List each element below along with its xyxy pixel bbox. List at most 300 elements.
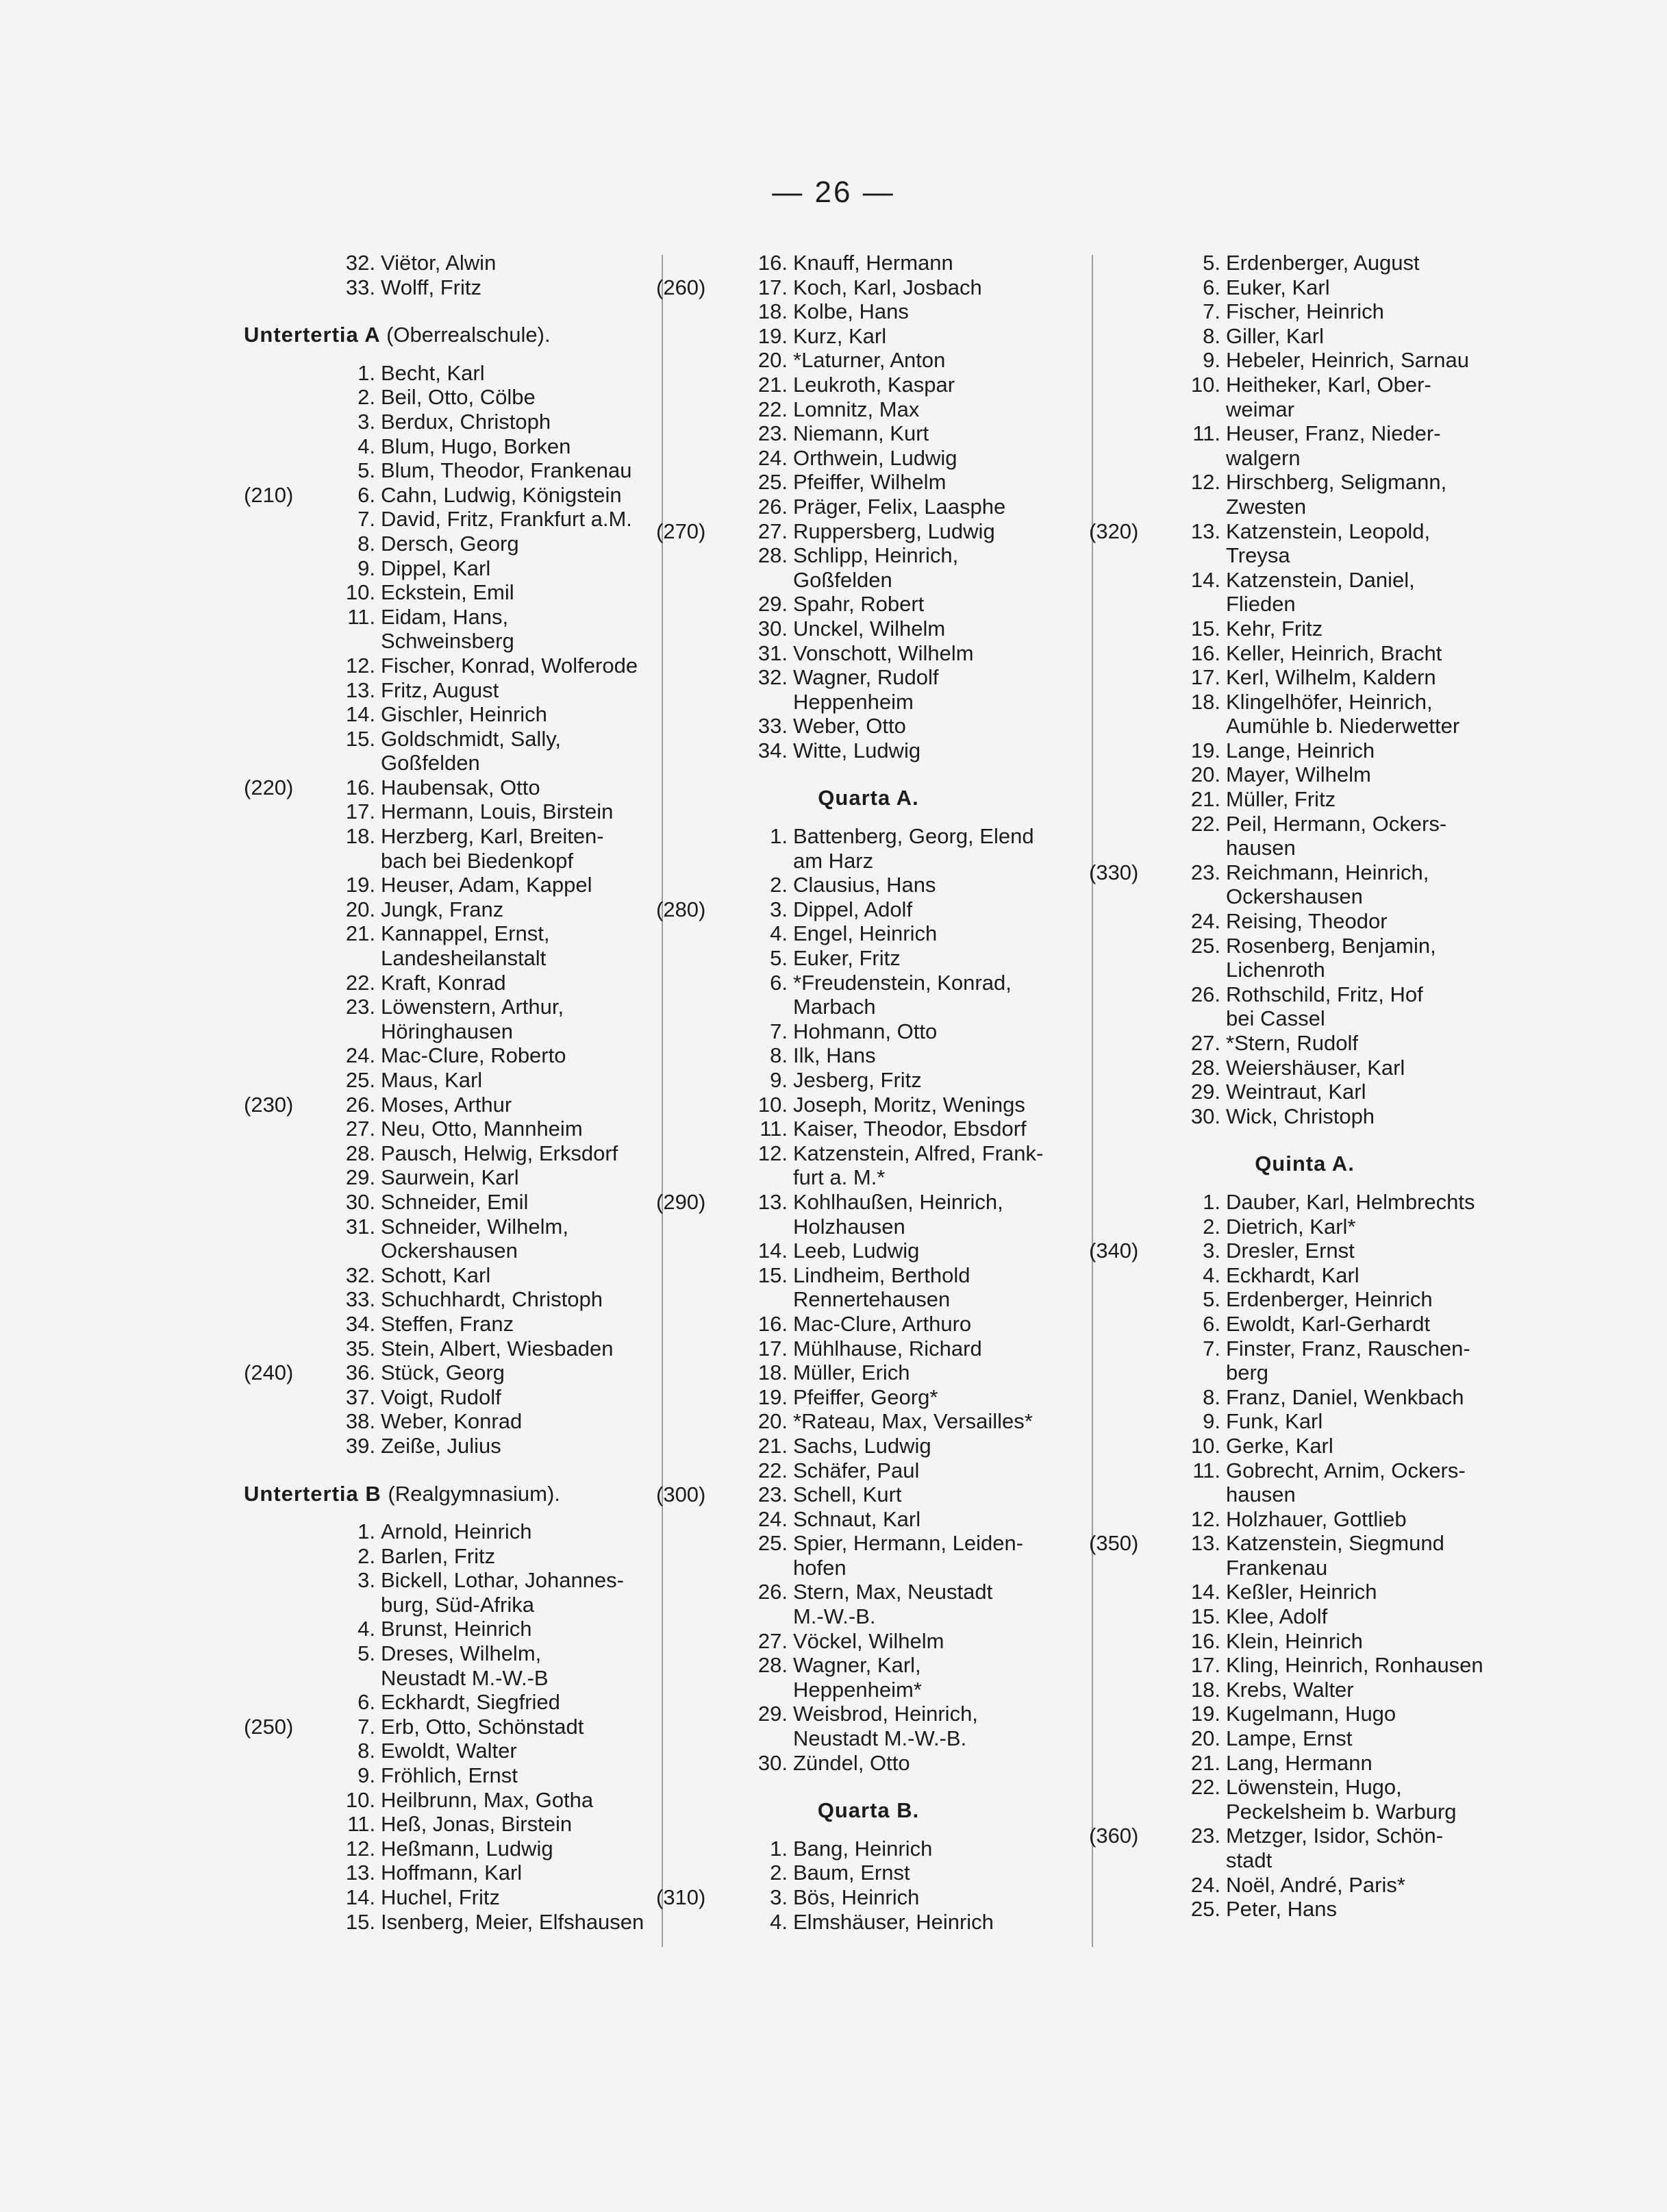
list-item [656,495,1081,519]
section-heading [244,1482,662,1506]
entry-number: 24. [345,1043,375,1068]
list-item [1089,1507,1520,1532]
entry-name: Joseph, Moritz, Wenings [793,1092,1025,1117]
list-item [1089,812,1520,860]
entry-continuation: walgern [1226,445,1301,470]
entry-name: Wagner, Rudolf [793,665,939,690]
entry-name: Viëtor, Alwin [381,251,497,275]
list-item [244,385,662,410]
entry-name: Dreses, Wilhelm, [381,1641,542,1666]
list-item [656,543,1081,592]
list-item [1089,251,1520,275]
list-item [656,1837,1081,1861]
entry-number: 5. [770,946,788,971]
entry-name: Löwenstern, Arthur, [381,995,564,1019]
entry-name: Krebs, Walter [1226,1677,1354,1702]
list-item [244,1385,662,1410]
entry-name: Zeiße, Julius [381,1433,501,1458]
entry-number: 2. [770,1861,788,1885]
entry-number: 25. [757,1531,788,1556]
list-item [1089,1056,1520,1080]
entry-number: 28. [1190,1055,1220,1080]
list-item [1089,641,1520,666]
entry-number: 15. [757,1263,788,1287]
entry-number: 29. [757,1702,788,1726]
entry-continuation: Holzhausen [793,1214,905,1239]
list-item [656,1653,1081,1702]
list-item [1089,1702,1520,1726]
entry-name: Mühlhause, Richard [793,1336,982,1360]
list-item [244,1165,662,1190]
section-title: Untertertia A [244,323,380,347]
entry-number: 15. [345,726,375,751]
entry-name: Löwenstein, Hugo, [1226,1775,1402,1800]
list-item [656,421,1081,446]
entry-continuation: Neustadt M.-W.-B. [793,1726,967,1751]
entry-number: 14. [757,1239,788,1263]
list-item [244,654,662,678]
section-subtitle: (Realgymnasium). [388,1481,560,1506]
list-item [1089,1824,1520,1872]
entry-name: Brunst, Heinrich [381,1617,532,1641]
entry-name: Niemann, Kurt [793,421,929,446]
entry-number: 11. [347,1812,375,1837]
entry-name: Eidam, Hans, [381,604,509,629]
entry-number: 1. [770,824,788,849]
list-item [656,897,1081,922]
entry-number: 23. [1190,860,1220,884]
entry-number: 21. [345,921,375,946]
entry-name: Kling, Heinrich, Ronhausen [1226,1653,1483,1678]
list-item [1089,617,1520,641]
entry-name: Erb, Otto, Schönstadt [381,1714,584,1739]
entry-number: 5. [1203,1287,1220,1312]
entry-name: Schuchhardt, Christoph [381,1287,603,1312]
entry-number: 12. [1190,470,1220,495]
entry-name: Mac-Clure, Roberto [381,1043,566,1068]
list-item [1089,421,1520,470]
entry-name: Heitheker, Karl, Ober- [1226,372,1431,397]
entry-number: 20. [757,348,788,373]
list-item [244,275,662,300]
entry-number: 26. [757,494,788,519]
entry-name: Blum, Hugo, Borken [381,434,571,458]
list-item [1089,1604,1520,1629]
list-item [656,617,1081,641]
entry-name: Mac-Clure, Arthuro [793,1311,972,1336]
entry-number: 39. [345,1433,375,1458]
entry-number: 36. [345,1360,375,1385]
entry-number: 19. [757,323,788,348]
entry-name: Müller, Fritz [1226,787,1336,812]
entry-name: Witte, Ludwig [793,738,921,762]
entry-number: 35. [345,1336,375,1360]
entry-name: Baum, Ernst [793,1861,910,1885]
entry-name: Hermann, Louis, Birstein [381,799,614,824]
list-item [244,1715,662,1739]
list-item [1089,665,1520,690]
entry-number: 14. [345,1885,375,1909]
entry-number: 2. [358,385,375,410]
list-item [244,483,662,508]
entry-continuation: Frankenau [1226,1555,1328,1580]
list-item [244,1312,662,1337]
list-item [656,1263,1081,1312]
entry-continuation: Peckelsheim b. Warburg [1226,1799,1457,1824]
list-item [244,1788,662,1813]
list-item [1089,1215,1520,1239]
list-item [244,1434,662,1458]
entry-name: *Rateau, Max, Versailles* [793,1409,1033,1434]
list-item [1089,275,1520,300]
entry-number: 16. [757,1311,788,1336]
list-item [1089,1629,1520,1654]
list-item [656,1360,1081,1385]
entry-number: 9. [1203,1409,1220,1434]
entry-name: Sachs, Ludwig [793,1433,931,1458]
list-item [1089,909,1520,934]
entry-name: Erdenberger, August [1226,251,1420,275]
entry-name: Fritz, August [381,678,499,702]
list-item [244,1837,662,1861]
list-item [1089,1897,1520,1922]
entry-name: Dietrich, Karl* [1226,1214,1356,1239]
entry-name: Schlipp, Heinrich, [793,543,959,568]
list-item [244,361,662,386]
entry-name: Schäfer, Paul [793,1458,920,1482]
entry-number: 26. [757,1580,788,1604]
entry-number: 28. [757,1653,788,1678]
entry-continuation: berg [1226,1360,1269,1385]
entry-number: 25. [1190,1897,1220,1922]
running-count: (350) [1089,1531,1139,1556]
list-item [656,946,1081,971]
entry-name: Dersch, Georg [381,531,519,556]
list-item [244,1215,662,1263]
list-item [1089,1312,1520,1337]
running-count: (310) [656,1885,706,1909]
entry-number: 18. [345,824,375,849]
entry-name: Heuser, Adam, Kappel [381,873,592,897]
entry-name: Schneider, Wilhelm, [381,1214,568,1239]
list-item [244,1641,662,1690]
list-item [244,1568,662,1617]
entry-name: Klein, Heinrich [1226,1628,1363,1653]
entry-name: Weber, Konrad [381,1409,523,1434]
entry-name: Weiershäuser, Karl [1226,1055,1405,1080]
list-item [1089,982,1520,1031]
list-item [1089,738,1520,763]
entry-number: 9. [770,1068,788,1092]
section-heading [1089,1152,1520,1176]
entry-number: 4. [770,921,788,946]
list-item [656,251,1081,275]
list-item [656,1239,1081,1263]
entry-number: 10. [345,1787,375,1812]
entry-number: 17. [757,275,788,299]
entry-number: 24. [757,1506,788,1531]
entry-name: Engel, Heinrich [793,921,938,946]
entry-name: Arnold, Heinrich [381,1519,532,1544]
entry-name: Katzenstein, Leopold, [1226,519,1431,543]
entry-number: 9. [358,1763,375,1788]
entry-name: Hoffmann, Karl [381,1861,523,1885]
entry-name: Elmshäuser, Heinrich [793,1909,994,1934]
entry-number: 12. [1190,1506,1220,1531]
entry-continuation: Höringhausen [381,1019,514,1043]
entry-name: Battenberg, Georg, Elend [793,824,1034,849]
entry-number: 15. [345,1909,375,1934]
list-item [656,1629,1081,1654]
entry-name: Maus, Karl [381,1068,483,1092]
entry-number: 33. [345,275,375,299]
entry-name: Katzenstein, Daniel, [1226,567,1415,592]
entry-number: 27. [345,1117,375,1141]
list-item [656,1337,1081,1361]
entry-number: 9. [1203,348,1220,373]
entry-name: Koch, Karl, Josbach [793,275,982,299]
entry-continuation: Neustadt M.-W.-B [381,1665,549,1690]
entry-number: 23. [757,421,788,446]
entry-number: 16. [1190,1628,1220,1653]
list-item [1089,348,1520,373]
entry-name: Gobrecht, Arnim, Ockers- [1226,1458,1466,1482]
entry-number: 3. [358,1568,375,1593]
entry-number: 8. [358,1739,375,1763]
entry-number: 30. [1190,1104,1220,1128]
list-item [1089,373,1520,421]
entry-number: 29. [757,592,788,617]
entry-number: 11. [1192,421,1220,446]
list-item [1089,1678,1520,1702]
entry-name: Cahn, Ludwig, Königstein [381,482,622,507]
list-item [244,1812,662,1837]
entry-name: Fröhlich, Ernst [381,1763,518,1788]
entry-number: 22. [757,1458,788,1482]
entry-continuation: Lichenroth [1226,958,1325,982]
entry-name: Huchel, Fritz [381,1885,500,1909]
entry-name: Reising, Theodor [1226,909,1388,934]
list-item [656,324,1081,349]
entry-name: Bös, Heinrich [793,1885,920,1909]
entry-number: 3. [358,409,375,434]
entry-number: 2. [1203,1214,1220,1239]
entry-number: 16. [1190,641,1220,665]
entry-name: Stern, Max, Neustadt [793,1580,993,1604]
list-item [1089,324,1520,349]
entry-name: Schneider, Emil [381,1189,529,1214]
entry-number: 17. [1190,665,1220,690]
running-count: (320) [1089,519,1139,543]
list-item [656,348,1081,373]
entry-name: Müller, Erich [793,1360,910,1385]
entry-name: Knauff, Hermann [793,251,953,275]
list-item [656,1141,1081,1190]
list-item [1089,1434,1520,1458]
list-item [1089,1239,1520,1263]
list-item [244,1360,662,1385]
entry-name: Jungk, Franz [381,897,504,921]
entry-name: Kurz, Karl [793,323,887,348]
entry-continuation: Ockershausen [381,1239,518,1263]
entry-name: Steffen, Franz [381,1311,514,1336]
entry-name: Vonschott, Wilhelm [793,641,974,665]
entry-name: Mayer, Wilhelm [1226,762,1371,787]
list-item [244,873,662,897]
entry-number: 5. [358,1641,375,1666]
entry-name: Lomnitz, Max [793,397,920,421]
entry-number: 34. [757,738,788,762]
entry-name: Leukroth, Kaspar [793,372,955,397]
entry-number: 15. [1190,616,1220,641]
list-item [244,1337,662,1361]
entry-name: Becht, Karl [381,360,485,385]
entry-name: Lange, Heinrich [1226,738,1375,762]
entry-name: Bang, Heinrich [793,1836,933,1861]
entry-number: 13. [345,678,375,702]
entry-name: Ewoldt, Karl-Gerhardt [1226,1311,1431,1336]
entry-number: 7. [358,507,375,532]
entry-number: 12. [757,1141,788,1165]
entry-name: Kugelmann, Hugo [1226,1702,1396,1726]
entry-number: 27. [757,1628,788,1653]
column-middle [656,251,1081,1934]
list-item [244,1885,662,1910]
list-item [1089,1580,1520,1604]
running-count: (280) [656,897,706,921]
list-item [1089,519,1520,568]
list-item [656,921,1081,946]
list-item [656,738,1081,763]
entry-number: 28. [757,543,788,568]
entry-name: Dippel, Adolf [793,897,913,921]
list-item [244,921,662,970]
list-item [1089,470,1520,519]
entry-number: 25. [345,1068,375,1092]
entry-number: 6. [358,1690,375,1715]
entry-continuation: furt a. M.* [793,1165,886,1190]
entry-name: Eckstein, Emil [381,580,514,605]
entry-name: Keßler, Heinrich [1226,1580,1377,1604]
entry-name: Saurwein, Karl [381,1165,519,1190]
entry-name: Lang, Hermann [1226,1750,1373,1775]
entry-continuation: Zwesten [1226,494,1307,519]
entry-number: 19. [345,873,375,897]
list-item [1089,568,1520,617]
entry-name: Dauber, Karl, Helmbrechts [1226,1189,1475,1214]
entry-number: 8. [1203,1384,1220,1409]
entry-continuation: Heppenheim* [793,1677,922,1702]
list-item [656,824,1081,873]
entry-number: 1. [358,1519,375,1544]
entry-name: Spier, Hermann, Leiden- [793,1531,1024,1556]
list-item [1089,299,1520,324]
entry-name: Dresler, Ernst [1226,1239,1355,1263]
entry-name: Klee, Adolf [1226,1604,1328,1629]
list-item [1089,1263,1520,1288]
entry-number: 13. [1190,519,1220,543]
entry-number: 27. [757,519,788,543]
list-item [1089,1287,1520,1312]
entry-name: Kolbe, Hans [793,299,909,324]
entry-name: Ewoldt, Walter [381,1739,517,1763]
list-item [656,470,1081,495]
list-item [244,251,662,275]
list-item [244,410,662,434]
list-item [244,1861,662,1885]
entry-number: 21. [1190,1750,1220,1775]
entry-name: Erdenberger, Heinrich [1226,1287,1433,1312]
entry-name: Pfeiffer, Wilhelm [793,470,947,495]
entry-number: 25. [1190,933,1220,958]
list-item [244,1910,662,1935]
entry-name: Katzenstein, Siegmund [1226,1531,1444,1556]
entry-number: 31. [757,641,788,665]
entry-number: 32. [345,1263,375,1287]
entry-number: 7. [770,1019,788,1043]
entry-name: Stein, Albert, Wiesbaden [381,1336,614,1360]
entry-number: 20. [1190,1726,1220,1751]
entry-number: 5. [1203,251,1220,275]
entry-number: 22. [1190,1775,1220,1800]
entry-number: 13. [345,1861,375,1885]
entry-name: Eckhardt, Siegfried [381,1690,560,1715]
entry-number: 13. [1190,1531,1220,1556]
list-item [656,519,1081,544]
entry-number: 6. [770,970,788,995]
entry-name: Reichmann, Heinrich, [1226,860,1429,884]
list-item [244,1617,662,1641]
entry-number: 3. [1203,1239,1220,1263]
entry-number: 18. [757,299,788,324]
entry-name: Hebeler, Heinrich, Sarnau [1226,348,1469,373]
entry-number: 1. [770,1836,788,1861]
entry-name: Zündel, Otto [793,1750,910,1775]
entry-number: 29. [345,1165,375,1190]
entry-number: 17. [757,1336,788,1360]
entry-number: 7. [1203,1336,1220,1360]
running-count: (340) [1089,1239,1139,1263]
entry-name: Heuser, Franz, Nieder- [1226,421,1441,446]
entry-name: Spahr, Robert [793,592,925,617]
list-item [656,299,1081,324]
entry-name: Euker, Karl [1226,275,1330,299]
running-count: (220) [244,775,294,799]
list-item [656,665,1081,714]
entry-number: 18. [1190,1677,1220,1702]
list-item [244,1263,662,1288]
entry-name: Schnaut, Karl [793,1506,921,1531]
list-item [244,824,662,873]
entry-name: Ilk, Hans [793,1043,876,1068]
list-item [656,1751,1081,1776]
entry-name: Wick, Christoph [1226,1104,1375,1128]
entry-name: Heilbrunn, Max, Gotha [381,1787,594,1812]
entry-number: 3. [770,1885,788,1909]
entry-name: Kaiser, Theodor, Ebsdorf [793,1117,1027,1141]
list-item [656,1434,1081,1458]
column-right [1089,251,1520,1922]
list-item [1089,1337,1520,1385]
entry-number: 1. [358,360,375,385]
entry-number: 4. [358,1617,375,1641]
list-item [244,1093,662,1117]
entry-number: 12. [345,653,375,678]
entry-number: 24. [757,445,788,470]
entry-name: Funk, Karl [1226,1409,1323,1434]
entry-number: 30. [757,616,788,641]
list-item [656,592,1081,617]
